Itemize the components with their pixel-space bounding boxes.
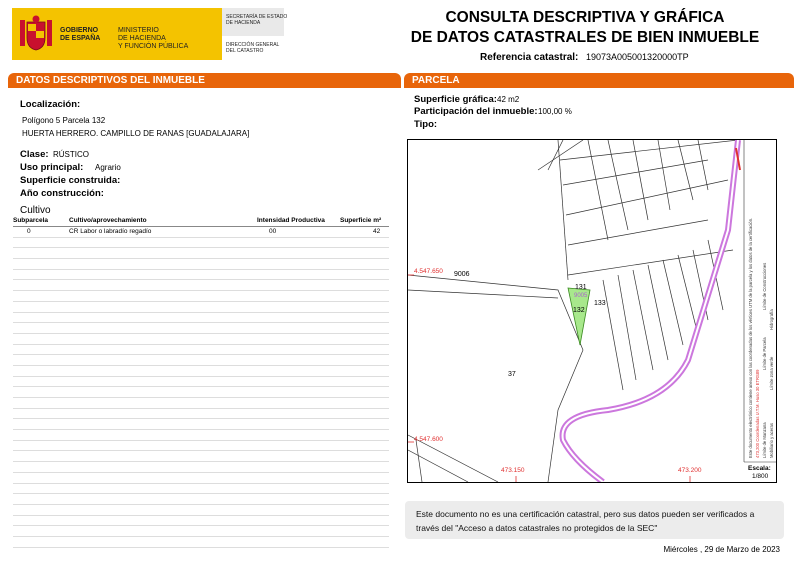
direccion-text: DIRECCIÓN GENERAL DEL CATASTRO — [226, 42, 280, 54]
table-header — [13, 216, 389, 227]
table-row-empty — [13, 409, 389, 420]
coord-y2: 4.547.600 — [414, 436, 443, 443]
coord-y1: 4.547.650 — [414, 268, 443, 275]
section-bar-parcela: PARCELA — [404, 73, 794, 88]
superficie-label: Superficie construida: — [20, 175, 121, 186]
table-row-empty — [13, 302, 389, 313]
table-row-empty — [13, 355, 389, 366]
anio-label: Año construcción: — [20, 188, 104, 199]
sup-grafica-label: Superficie gráfica: — [414, 94, 497, 105]
label-9006: 9006 — [454, 271, 470, 278]
secretaria-text: SECRETARÍA DE ESTADO DE HACIENDA — [226, 14, 288, 26]
table-row-empty — [13, 291, 389, 302]
label-9005: 9005 — [574, 293, 588, 299]
coord-x2: 473.200 — [678, 467, 702, 474]
uso-value: Agrario — [95, 163, 121, 172]
disclaimer-line2: través del "Acceso a datos catastrales no protegidos de la SEC" — [416, 523, 658, 533]
legend-item: Límite de Manzana — [762, 422, 767, 458]
table-row-empty — [13, 259, 389, 270]
table-row-empty — [13, 516, 389, 527]
ref-label: Referencia catastral: — [480, 52, 579, 63]
table-row-empty — [13, 345, 389, 356]
table-row-empty — [13, 313, 389, 324]
table-row-empty — [13, 430, 389, 441]
legend-item: 473,200 Coordenadas U.T.M. Huso 30 ETRS89 — [755, 369, 760, 458]
page-title: CONSULTA DESCRIPTIVA Y GRÁFICA DE DATOS CATASTRALES DE BIEN INMUEBLE — [410, 9, 760, 46]
river-shape — [563, 140, 738, 482]
bar-bold: INMUEBLE — [152, 75, 205, 86]
cell-superficie: 42 — [373, 228, 381, 235]
table-row-empty — [13, 398, 389, 409]
localizacion-line2: HUERTA HERRERO. CAMPILLO DE RANAS [GUADALAJARA] — [22, 129, 250, 138]
label-37: 37 — [508, 371, 516, 378]
table-row-empty — [13, 387, 389, 398]
map-legend — [746, 140, 776, 460]
table-row-empty — [13, 451, 389, 462]
escala-label: Escala: — [748, 465, 771, 472]
table-row-empty — [13, 462, 389, 473]
th-cultivo: Cultivo/aprovechamiento — [69, 217, 147, 224]
disclaimer-text — [416, 507, 776, 535]
th-intensidad: Intensidad Productiva — [257, 217, 325, 224]
clase-value: RÚSTICO — [53, 150, 89, 159]
cell-intensidad: 00 — [269, 228, 277, 235]
cell-cultivo: CR Labor o labradío regadío — [69, 228, 152, 235]
table-row-empty — [13, 484, 389, 495]
table-row-empty — [13, 526, 389, 537]
label-131: 131 — [575, 284, 587, 291]
localizacion-line1: Polígono 5 Parcela 132 — [22, 116, 106, 125]
uso-label: Uso principal: — [20, 162, 84, 173]
legend-item: Límite de Construcciones — [762, 262, 767, 310]
legend-item: Mobiliario y aceras — [769, 423, 774, 458]
legend-item: Límite zona verde — [769, 356, 774, 390]
section-bar-datos — [8, 73, 401, 88]
participacion-label: Participación del inmueble: — [414, 106, 538, 117]
cultivo-title: Cultivo — [20, 205, 51, 216]
label-133: 133 — [594, 300, 606, 307]
table-row-empty — [13, 238, 389, 249]
table-row-empty — [13, 366, 389, 377]
coord-x1: 473.150 — [501, 467, 525, 474]
cadastral-map — [407, 139, 777, 483]
table-row-empty — [13, 494, 389, 505]
table-row-empty — [13, 280, 389, 291]
table-row-empty — [13, 323, 389, 334]
localizacion-label: Localización: — [20, 99, 81, 110]
table-row-empty — [13, 441, 389, 452]
coat-of-arms-icon — [18, 14, 54, 54]
th-subparcela: Subparcela — [13, 217, 49, 224]
table-row-empty — [13, 419, 389, 430]
table-row — [13, 227, 389, 238]
participacion-value: 100,00 % — [538, 107, 572, 116]
document-date: Miércoles , 29 de Marzo de 2023 — [663, 545, 780, 554]
th-superficie: Superficie m² — [340, 217, 382, 224]
cultivo-table — [13, 216, 389, 548]
gobierno-text: GOBIERNO DE ESPAÑA — [60, 27, 101, 42]
table-row-empty — [13, 334, 389, 345]
ref-value: 19073A005001320000TP — [586, 52, 689, 62]
table-row-empty — [13, 377, 389, 388]
map-svg — [408, 140, 776, 482]
table-row-empty — [13, 248, 389, 259]
table-row-empty — [13, 505, 389, 516]
escala-value: 1/800 — [752, 473, 769, 480]
bar-prefix: DATOS DESCRIPTIVOS DEL — [16, 75, 150, 86]
table-row-empty — [13, 537, 389, 548]
legend-item: Límite de Parcela — [762, 337, 767, 370]
disclaimer-line1: Este documento no es una certificación catastral, pero sus datos pueden ser verificados a — [416, 509, 755, 519]
clase-label: Clase: — [20, 149, 49, 160]
cell-subparcela: 0 — [27, 228, 31, 235]
legend-item: Hidrografía — [769, 309, 774, 330]
tipo-label: Tipo: — [414, 119, 438, 130]
sup-grafica-value: 42 m2 — [497, 95, 520, 104]
table-row-empty — [13, 473, 389, 484]
table-row-empty — [13, 270, 389, 281]
ministerio-text: MINISTERIO DE HACIENDA Y FUNCIÓN PÚBLICA — [118, 27, 189, 50]
legend-item: Este documento electrónico contiene anexo con las coordenadas de los vértices UTM de la parcela y los datos de la certificación. — [748, 217, 753, 458]
label-132: 132 — [573, 307, 585, 314]
